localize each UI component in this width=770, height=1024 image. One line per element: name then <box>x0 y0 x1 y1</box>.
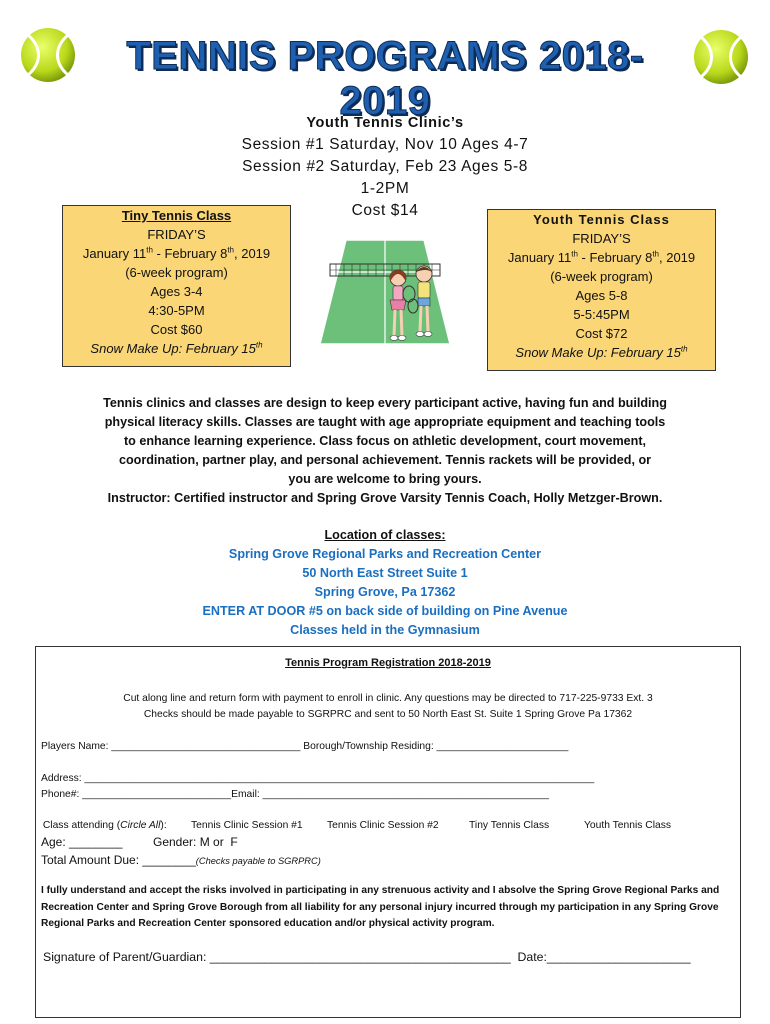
players-name-field[interactable]: Players Name: _________________________________ Borough/Township Residing: _______________________ <box>41 741 569 752</box>
form-instruction-line: Checks should be made payable to SGRPRC and sent to 50 North East St. Suite 1 Spring Grove Pa 17362 <box>143 709 633 720</box>
option-tiny-tennis-class[interactable]: Tiny Tennis Class <box>469 820 550 831</box>
youth-class-snow-makeup: Snow Make Up: February 15th <box>515 344 688 360</box>
registration-form <box>35 646 741 1018</box>
youth-class-title: Youth Tennis Class <box>533 212 670 227</box>
youth-class-time: 5-5:45PM <box>573 307 630 322</box>
youth-class-cost: Cost $72 <box>575 326 628 341</box>
total-amount-field[interactable]: Total Amount Due: ________(Checks payable to SGRPRC) <box>41 853 321 867</box>
tiny-class-program: (6-week program) <box>125 265 228 280</box>
tiny-tennis-class-box <box>62 205 291 367</box>
instructor-line: Instructor: Certified instructor and Spring Grove Varsity Tennis Coach, Holly Metzger-Brown. <box>107 491 663 505</box>
location-header: Location of classes: <box>324 528 446 542</box>
tiny-class-day: FRIDAY’S <box>147 227 206 242</box>
youth-clinic-title: Youth Tennis Clinic’s <box>306 115 464 131</box>
phone-email-field[interactable]: Phone#: __________________________Email: __________________________________________________ <box>41 789 549 800</box>
youth-class-dates: January 11th - February 8th, 2019 <box>507 249 696 265</box>
location-room: Classes held in the Gymnasium <box>290 623 480 637</box>
tennis-ball-icon-left <box>20 27 76 83</box>
program-description <box>60 394 710 508</box>
youth-clinic-time: 1-2PM <box>360 180 410 197</box>
description-line: physical literacy skills. Classes are taught with age appropriate equipment and teaching tools <box>104 415 666 429</box>
location-door: ENTER AT DOOR #5 on back side of building on Pine Avenue <box>202 604 568 618</box>
youth-class-ages: Ages 5-8 <box>575 288 628 303</box>
checks-note: (Checks payable to SGRPRC) <box>195 856 321 866</box>
description-line: coordination, partner play, and personal achievement. Tennis rackets will be provided, or <box>118 453 652 467</box>
location-city: Spring Grove, Pa 17362 <box>314 585 456 599</box>
tennis-ball-icon-right <box>693 29 749 85</box>
youth-clinic-cost: Cost $14 <box>351 202 419 219</box>
form-instructions <box>36 691 740 723</box>
youth-clinic-session-1: Session #1 Saturday, Nov 10 Ages 4-7 <box>241 136 529 153</box>
gender-field[interactable]: Gender: M or F <box>153 835 238 849</box>
form-instruction-line: Cut along line and return form with payment to enroll in clinic. Any questions may be directed to 717-225-9733 Ext. 3 <box>123 693 653 704</box>
description-line: to enhance learning experience. Class focus on athletic development, court movement, <box>123 434 647 448</box>
age-field[interactable]: Age: ________ <box>41 835 123 849</box>
location-street: 50 North East Street Suite 1 <box>302 566 468 580</box>
class-attending-label: Class attending (Circle All): <box>40 820 167 831</box>
description-line: Tennis clinics and classes are design to keep every participant active, having fun and building <box>103 396 667 410</box>
page-title: TENNIS PROGRAMS 2018-2019 <box>126 34 644 123</box>
youth-class-program: (6-week program) <box>550 269 653 284</box>
tiny-class-title: Tiny Tennis Class <box>121 208 232 223</box>
youth-tennis-class-box <box>487 209 716 371</box>
option-clinic-session-2[interactable]: Tennis Clinic Session #2 <box>327 820 439 831</box>
location-name: Spring Grove Regional Parks and Recreation Center <box>228 547 542 561</box>
option-youth-tennis-class[interactable]: Youth Tennis Class <box>584 820 672 831</box>
youth-clinic-session-2: Session #2 Saturday, Feb 23 Ages 5-8 <box>242 158 528 175</box>
tiny-class-time: 4:30-5PM <box>148 303 205 318</box>
address-field[interactable]: Address: _________________________________________________________________________________________ <box>41 773 595 784</box>
tennis-court-illustration <box>316 236 454 356</box>
option-clinic-session-1[interactable]: Tennis Clinic Session #1 <box>191 820 303 831</box>
tiny-class-cost: Cost $60 <box>150 322 203 337</box>
form-title: Tennis Program Registration 2018-2019 <box>285 657 491 669</box>
signature-field[interactable]: Signature of Parent/Guardian: ____________________________________________ Date:_____________________ <box>43 950 691 964</box>
description-line: you are welcome to bring yours. <box>288 472 482 486</box>
tiny-class-ages: Ages 3-4 <box>150 284 203 299</box>
youth-class-day: FRIDAY’S <box>572 231 631 246</box>
location-section <box>160 526 610 640</box>
liability-waiver: I fully understand and accept the risks involved in participating in any strenuous activity and I absolve the Spring Grove Regional Parks and Recreation Center and Spring Grove Borough from all liability for any personal injury incurred through my participation in any Spring Grove Regional Parks and Recreation Center sponsored education and/or physical activity program. <box>41 885 720 929</box>
tiny-class-snow-makeup: Snow Make Up: February 15th <box>90 340 263 356</box>
tiny-class-dates: January 11th - February 8th, 2019 <box>82 245 271 261</box>
